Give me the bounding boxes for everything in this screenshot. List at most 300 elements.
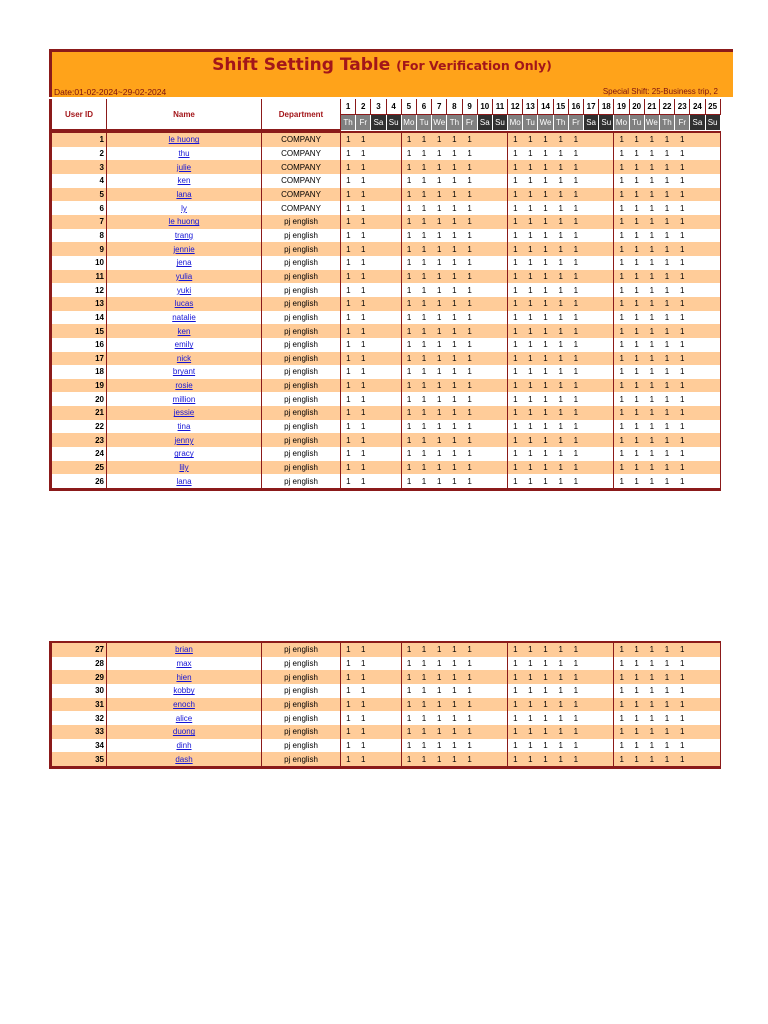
shift-cell: 1	[401, 338, 416, 352]
shift-cell: 1	[401, 447, 416, 461]
shift-cell	[584, 283, 599, 297]
department-cell: pj english	[262, 420, 341, 434]
user-name-link[interactable]: jessie	[173, 408, 195, 418]
table-row	[51, 188, 721, 202]
user-id-cell: 26	[51, 474, 107, 489]
shift-cell	[584, 474, 599, 489]
user-name-link[interactable]: thu	[178, 148, 190, 158]
shift-cell	[584, 433, 599, 447]
table-row	[51, 160, 721, 174]
shift-cell: 1	[629, 297, 644, 311]
shift-cell: 1	[538, 256, 553, 270]
shift-cell: 1	[356, 379, 371, 393]
user-id-cell: 20	[51, 392, 107, 406]
shift-cell: 1	[675, 174, 690, 188]
day-number-22: 22	[659, 99, 674, 115]
name-header: Name	[107, 99, 262, 130]
table-row	[51, 684, 721, 698]
shift-cell: 1	[356, 201, 371, 215]
shift-cell: 1	[538, 447, 553, 461]
shift-cell: 1	[659, 174, 674, 188]
shift-cell: 1	[432, 297, 447, 311]
shift-cell: 1	[401, 365, 416, 379]
shift-cell	[492, 201, 507, 215]
day-number-6: 6	[416, 99, 431, 115]
shift-cell: 1	[523, 725, 538, 739]
day-number-14: 14	[538, 99, 553, 115]
shift-cell	[386, 160, 401, 174]
name-cell	[107, 447, 262, 461]
shift-cell	[386, 379, 401, 393]
shift-cell: 1	[675, 420, 690, 434]
shift-cell: 1	[341, 201, 356, 215]
shift-cell: 1	[553, 739, 568, 753]
shift-cell	[705, 684, 720, 698]
user-name-link[interactable]: lily	[179, 463, 189, 473]
shift-cell: 1	[356, 297, 371, 311]
shift-cell: 1	[462, 256, 477, 270]
shift-cell: 1	[462, 379, 477, 393]
user-name-link[interactable]: dash	[175, 754, 193, 764]
day-number-16: 16	[568, 99, 583, 115]
shift-cell: 1	[568, 201, 583, 215]
shift-cell: 1	[538, 324, 553, 338]
user-id-cell: 7	[51, 215, 107, 229]
shift-cell	[492, 642, 507, 657]
user-name-link[interactable]: julie	[176, 162, 192, 172]
shift-cell: 1	[508, 657, 523, 671]
shift-cell: 1	[553, 379, 568, 393]
shift-cell: 1	[432, 160, 447, 174]
shift-cell: 1	[432, 670, 447, 684]
shift-cell	[599, 174, 614, 188]
shift-cell: 1	[629, 283, 644, 297]
shift-cell: 1	[659, 256, 674, 270]
shift-cell: 1	[401, 433, 416, 447]
shift-cell: 1	[659, 311, 674, 325]
user-name-link[interactable]: yuki	[176, 285, 192, 295]
shift-cell	[386, 324, 401, 338]
user-name-link[interactable]: emily	[174, 340, 194, 350]
shift-cell: 1	[614, 242, 629, 256]
user-name-link[interactable]: kobby	[173, 686, 195, 696]
shift-cell: 1	[356, 433, 371, 447]
shift-cell	[705, 352, 720, 366]
shift-cell: 1	[568, 698, 583, 712]
shift-cell: 1	[553, 201, 568, 215]
shift-cell: 1	[462, 201, 477, 215]
shift-cell	[584, 725, 599, 739]
title-subtitle: (For Verification Only)	[396, 58, 552, 73]
shift-cell: 1	[659, 657, 674, 671]
shift-cell	[371, 160, 386, 174]
user-id-cell: 35	[51, 752, 107, 767]
shift-cell: 1	[401, 657, 416, 671]
page-title	[52, 55, 712, 75]
name-cell	[107, 174, 262, 188]
shift-cell	[599, 752, 614, 767]
shift-cell: 1	[508, 352, 523, 366]
shift-cell	[584, 132, 599, 147]
shift-cell: 1	[659, 698, 674, 712]
shift-cell: 1	[432, 392, 447, 406]
shift-cell: 1	[568, 229, 583, 243]
shift-cell	[584, 229, 599, 243]
shift-cell: 1	[614, 132, 629, 147]
user-name-link[interactable]: jenny	[174, 435, 194, 445]
shift-cell: 1	[568, 132, 583, 147]
user-name-link[interactable]: trang	[174, 230, 194, 240]
shift-cell: 1	[341, 406, 356, 420]
weekday-label: Th	[553, 115, 568, 131]
shift-cell	[477, 256, 492, 270]
shift-cell: 1	[356, 242, 371, 256]
shift-cell: 1	[416, 392, 431, 406]
shift-cell	[690, 711, 705, 725]
shift-cell: 1	[447, 215, 462, 229]
user-id-cell: 6	[51, 201, 107, 215]
shift-cell: 1	[523, 420, 538, 434]
shift-cell: 1	[644, 752, 659, 767]
user-name-link[interactable]: hien	[176, 672, 192, 682]
shift-cell: 1	[447, 311, 462, 325]
shift-cell: 1	[401, 642, 416, 657]
shift-cell: 1	[644, 270, 659, 284]
user-id-cell: 5	[51, 188, 107, 202]
shift-cell: 1	[523, 242, 538, 256]
weekday-label: Fr	[356, 115, 371, 131]
user-name-link[interactable]: nick	[176, 353, 192, 363]
shift-cell: 1	[416, 242, 431, 256]
shift-cell: 1	[432, 174, 447, 188]
shift-cell	[690, 433, 705, 447]
date-range: Date:01-02-2024~29-02-2024	[54, 87, 167, 97]
table-row	[51, 461, 721, 475]
user-id-cell: 2	[51, 147, 107, 161]
shift-cell: 1	[675, 160, 690, 174]
shift-cell: 1	[538, 283, 553, 297]
user-name-link[interactable]: alice	[175, 713, 193, 723]
table-row	[51, 147, 721, 161]
shift-cell	[386, 242, 401, 256]
shift-cell	[705, 379, 720, 393]
shift-cell: 1	[356, 711, 371, 725]
shift-cell: 1	[341, 461, 356, 475]
shift-cell: 1	[356, 474, 371, 489]
user-name-link[interactable]: lana	[176, 476, 192, 486]
shift-cell	[584, 201, 599, 215]
shift-cell: 1	[341, 160, 356, 174]
shift-cell: 1	[659, 725, 674, 739]
shift-cell: 1	[659, 215, 674, 229]
shift-cell: 1	[538, 215, 553, 229]
shift-cell	[371, 684, 386, 698]
user-id-cell: 14	[51, 311, 107, 325]
shift-cell	[584, 739, 599, 753]
shift-cell: 1	[568, 311, 583, 325]
shift-cell	[705, 188, 720, 202]
shift-cell: 1	[447, 201, 462, 215]
user-name-link[interactable]: brian	[175, 645, 193, 655]
shift-cell: 1	[614, 324, 629, 338]
shift-cell	[477, 657, 492, 671]
shift-cell	[690, 752, 705, 767]
user-name-link[interactable]: max	[176, 658, 192, 668]
shift-cell	[705, 420, 720, 434]
shift-cell: 1	[462, 433, 477, 447]
shift-cell: 1	[341, 352, 356, 366]
shift-cell: 1	[675, 365, 690, 379]
user-id-header: User ID	[51, 99, 107, 130]
shift-cell: 1	[568, 657, 583, 671]
shift-cell	[690, 215, 705, 229]
user-name-link[interactable]: lucas	[174, 299, 194, 309]
shift-cell	[690, 229, 705, 243]
shift-cell	[386, 270, 401, 284]
department-cell: pj english	[262, 270, 341, 284]
shift-cell: 1	[538, 132, 553, 147]
shift-cell	[705, 365, 720, 379]
shift-cell: 1	[416, 657, 431, 671]
shift-cell: 1	[416, 270, 431, 284]
shift-cell: 1	[553, 311, 568, 325]
table-row	[51, 215, 721, 229]
shift-cell: 1	[341, 132, 356, 147]
shift-cell: 1	[447, 132, 462, 147]
shift-cell: 1	[356, 365, 371, 379]
shift-cell: 1	[341, 174, 356, 188]
weekday-label: Su	[705, 115, 720, 131]
shift-cell: 1	[568, 379, 583, 393]
shift-cell	[599, 461, 614, 475]
shift-cell: 1	[675, 392, 690, 406]
user-name-link[interactable]: tina	[177, 422, 191, 432]
user-name-link[interactable]: rosie	[175, 381, 193, 391]
shift-cell: 1	[538, 406, 553, 420]
shift-cell	[492, 188, 507, 202]
shift-cell	[705, 229, 720, 243]
day-number-4: 4	[386, 99, 401, 115]
user-name-link[interactable]: gracy	[174, 449, 194, 459]
shift-cell: 1	[416, 711, 431, 725]
name-cell	[107, 311, 262, 325]
shift-cell: 1	[644, 311, 659, 325]
shift-cell	[690, 420, 705, 434]
shift-cell	[371, 739, 386, 753]
shift-cell: 1	[462, 406, 477, 420]
shift-cell: 1	[508, 642, 523, 657]
user-id-cell: 9	[51, 242, 107, 256]
shift-cell: 1	[659, 324, 674, 338]
shift-cell	[599, 338, 614, 352]
shift-cell: 1	[447, 698, 462, 712]
shift-cell: 1	[341, 642, 356, 657]
shift-cell: 1	[553, 711, 568, 725]
column-header-table	[49, 99, 721, 131]
shift-cell	[492, 270, 507, 284]
shift-cell: 1	[523, 698, 538, 712]
user-name-link[interactable]: ken	[177, 326, 191, 336]
shift-cell: 1	[538, 698, 553, 712]
shift-cell: 1	[416, 642, 431, 657]
shift-cell: 1	[401, 311, 416, 325]
shift-cell	[386, 147, 401, 161]
shift-cell: 1	[508, 283, 523, 297]
user-name-link[interactable]: lana	[176, 189, 192, 199]
name-cell	[107, 215, 262, 229]
shift-cell: 1	[401, 174, 416, 188]
user-name-link[interactable]: dinh	[176, 740, 192, 750]
weekday-label: Fr	[462, 115, 477, 131]
shift-cell: 1	[401, 297, 416, 311]
department-cell: pj english	[262, 711, 341, 725]
shift-cell	[371, 711, 386, 725]
shift-cell	[386, 657, 401, 671]
table-row	[51, 725, 721, 739]
shift-cell: 1	[614, 447, 629, 461]
shift-cell: 1	[508, 433, 523, 447]
shift-cell: 1	[568, 283, 583, 297]
user-name-link[interactable]: ly	[181, 203, 187, 213]
user-name-link[interactable]: le huong	[168, 135, 200, 145]
shift-cell: 1	[629, 406, 644, 420]
shift-cell: 1	[356, 338, 371, 352]
shift-cell: 1	[629, 642, 644, 657]
shift-cell	[371, 270, 386, 284]
shift-cell: 1	[462, 461, 477, 475]
shift-cell: 1	[447, 256, 462, 270]
day-number-23: 23	[675, 99, 690, 115]
shift-cell: 1	[629, 352, 644, 366]
shift-cell	[371, 379, 386, 393]
shift-cell: 1	[614, 725, 629, 739]
shift-cell: 1	[416, 215, 431, 229]
shift-cell: 1	[416, 698, 431, 712]
name-cell	[107, 352, 262, 366]
shift-cell: 1	[356, 160, 371, 174]
table-row	[51, 670, 721, 684]
user-name-link[interactable]: million	[172, 394, 196, 404]
shift-cell	[477, 188, 492, 202]
user-name-link[interactable]: le huong	[168, 217, 200, 227]
shift-cell: 1	[341, 188, 356, 202]
shift-cell: 1	[659, 420, 674, 434]
shift-cell	[477, 311, 492, 325]
shift-cell: 1	[447, 365, 462, 379]
shift-cell	[477, 447, 492, 461]
user-name-link[interactable]: ken	[177, 176, 191, 186]
day-number-24: 24	[690, 99, 705, 115]
shift-cell: 1	[523, 739, 538, 753]
shift-cell: 1	[356, 657, 371, 671]
shift-cell	[690, 160, 705, 174]
shift-cell: 1	[508, 684, 523, 698]
shift-cell: 1	[614, 461, 629, 475]
shift-cell: 1	[508, 229, 523, 243]
shift-cell	[477, 684, 492, 698]
shift-cell: 1	[568, 447, 583, 461]
user-name-link[interactable]: natalie	[172, 312, 196, 322]
user-name-link[interactable]: jena	[176, 258, 192, 268]
weekday-label: Mo	[614, 115, 629, 131]
user-name-link[interactable]: bryant	[172, 367, 196, 377]
shift-cell: 1	[462, 283, 477, 297]
shift-cell: 1	[462, 670, 477, 684]
shift-cell: 1	[523, 461, 538, 475]
shift-cell	[584, 270, 599, 284]
shift-cell: 1	[659, 474, 674, 489]
shift-cell: 1	[341, 447, 356, 461]
shift-cell	[584, 215, 599, 229]
department-cell: pj english	[262, 684, 341, 698]
shift-table-part-2	[49, 641, 721, 769]
shift-cell	[492, 461, 507, 475]
shift-cell: 1	[416, 406, 431, 420]
shift-cell	[584, 256, 599, 270]
shift-cell: 1	[675, 739, 690, 753]
department-cell: pj english	[262, 283, 341, 297]
user-id-cell: 33	[51, 725, 107, 739]
weekday-label: Sa	[371, 115, 386, 131]
table-row	[51, 324, 721, 338]
shift-cell	[690, 147, 705, 161]
shift-cell	[705, 406, 720, 420]
shift-cell	[584, 657, 599, 671]
shift-cell: 1	[462, 474, 477, 489]
name-cell	[107, 406, 262, 420]
shift-cell: 1	[401, 461, 416, 475]
shift-cell: 1	[462, 739, 477, 753]
user-name-link[interactable]: jennie	[173, 244, 195, 254]
shift-cell	[492, 297, 507, 311]
shift-cell: 1	[644, 474, 659, 489]
shift-cell: 1	[629, 242, 644, 256]
name-cell	[107, 324, 262, 338]
shift-cell	[386, 174, 401, 188]
user-id-cell: 12	[51, 283, 107, 297]
shift-cell	[492, 352, 507, 366]
shift-cell	[371, 132, 386, 147]
shift-cell: 1	[401, 242, 416, 256]
shift-cell: 1	[553, 392, 568, 406]
shift-cell: 1	[538, 711, 553, 725]
shift-cell: 1	[432, 147, 447, 161]
user-name-link[interactable]: duong	[172, 727, 196, 737]
user-name-link[interactable]: yulia	[175, 271, 193, 281]
weekday-label: Th	[341, 115, 356, 131]
shift-cell	[492, 242, 507, 256]
shift-cell: 1	[568, 256, 583, 270]
shift-cell	[705, 311, 720, 325]
shift-cell: 1	[432, 242, 447, 256]
shift-cell: 1	[416, 352, 431, 366]
shift-cell: 1	[462, 752, 477, 767]
shift-cell: 1	[614, 657, 629, 671]
shift-cell	[584, 420, 599, 434]
shift-cell: 1	[675, 698, 690, 712]
weekday-label: Mo	[508, 115, 523, 131]
weekday-label: Fr	[675, 115, 690, 131]
shift-cell: 1	[675, 338, 690, 352]
shift-cell	[690, 352, 705, 366]
name-cell	[107, 270, 262, 284]
name-cell	[107, 642, 262, 657]
shift-cell: 1	[356, 725, 371, 739]
user-name-link[interactable]: enoch	[173, 699, 195, 709]
weekday-label: Tu	[629, 115, 644, 131]
shift-cell	[690, 447, 705, 461]
shift-cell: 1	[675, 132, 690, 147]
